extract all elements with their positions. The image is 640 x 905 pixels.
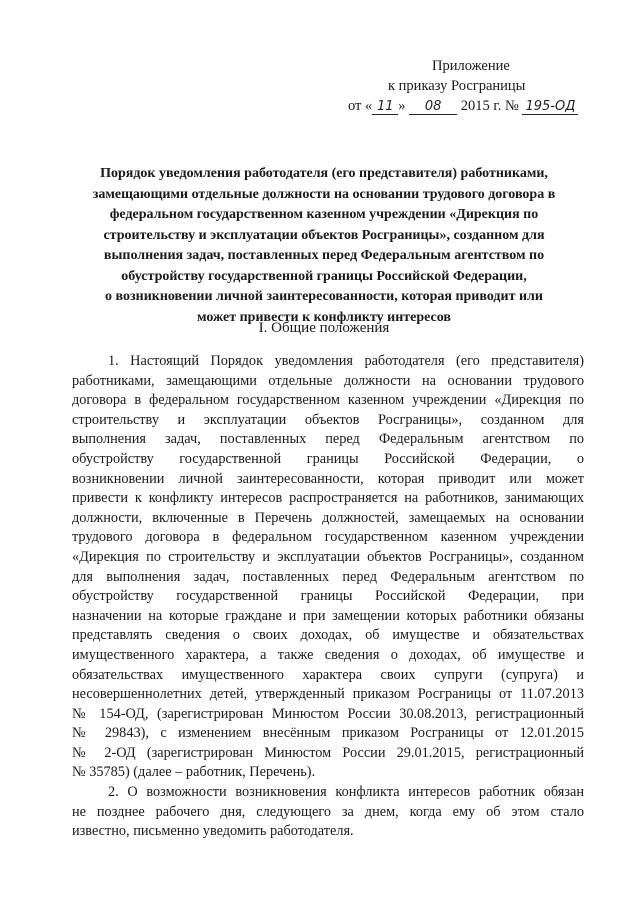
title-line: может привести к конфликту интересов — [197, 309, 451, 325]
title-line: федеральном государственном казенном учреждении «Дирекция по — [109, 207, 539, 222]
paragraph-2 — [72, 783, 584, 842]
text-line: № 154-ОД, (зарегистрирован Минюстом России 30.08.2013, регистрационный — [72, 705, 584, 722]
text-line: известно, письменно уведомить работодателя. — [72, 823, 354, 840]
text-line: договора в федеральном государственном казенном учреждении «Дирекция по — [72, 392, 584, 409]
text-line: привести к конфликту интересов распространяется на работников, занимающих — [72, 490, 584, 507]
section-heading: I. Общие положения — [258, 320, 390, 336]
text-line: работниками, замещающими отдельные должности на основании трудового — [72, 372, 584, 389]
handwritten-month: 08 — [409, 100, 457, 115]
date-mid: » — [398, 98, 406, 114]
appendix-order-ref: к приказу Росграницы — [388, 78, 526, 94]
handwritten-day: 11 — [372, 100, 398, 115]
text-line: 2. О возможности возникновения конфликта интересов работник обязан — [108, 784, 584, 801]
title-line: замещающими отдельные должности на основании трудового договора в — [92, 186, 556, 202]
text-line: несовершеннолетних детей, утвержденный приказом Росграницы от 11.07.2013 — [72, 686, 584, 703]
appendix-label: Приложение — [432, 58, 510, 74]
text-line: возникновении личной заинтересованности, которая приводит или может — [72, 470, 584, 487]
text-line: обустройству государственной границы Российской Федерации, о — [72, 450, 584, 467]
text-line: строительству и эксплуатации объектов Росграницы», созданном для — [72, 411, 584, 428]
appendix-date-line — [348, 96, 588, 116]
text-line: обустройству государственной границы Российской Федерации, при — [72, 588, 584, 605]
text-line: не позднее рабочего дня, следующего за днем, когда ему об этом стало — [72, 803, 584, 820]
title-line: о возникновении личной заинтересованности, которая приводит или — [105, 289, 543, 304]
text-line: представлять сведения о своих доходах, об имуществе и обязательствах — [72, 627, 584, 644]
paragraph-1 — [72, 352, 584, 783]
text-line: имущественного характера, а также сведения о доходах, об имуществе и — [72, 646, 584, 663]
document-body — [72, 352, 584, 842]
text-line: 1. Настоящий Порядок уведомления работодателя (его представителя) — [108, 353, 584, 369]
text-line: № 29843), с изменением внесённым приказом Росграницы от 12.01.2015 — [72, 725, 584, 742]
title-line: обустройству государственной границы Российской Федерации, — [121, 268, 527, 284]
text-line: выполнения задач, поставленных перед Федеральным агентством по — [72, 431, 584, 448]
text-line: «Дирекция по строительству и эксплуатации объектов Росграницы», созданном — [72, 548, 584, 565]
date-prefix: от « — [348, 98, 373, 114]
text-line: трудового договора в федеральном государственном казенном учреждении — [72, 529, 584, 546]
text-line: № 35785) (далее – работник, Перечень). — [72, 764, 316, 781]
document-title — [84, 164, 564, 328]
text-line: должности, включенные в Перечень должностей, замещаемых на основании — [72, 509, 584, 526]
title-line: Порядок уведомления работодателя (его представителя) работниками, — [100, 166, 548, 181]
text-line: № 2-ОД (зарегистрирован Минюстом России 29.01.2015, регистрационный — [72, 744, 584, 761]
handwritten-order-number: 195-ОД — [522, 100, 578, 115]
title-line: выполнения задач, поставленных перед Федеральным агентством по — [103, 248, 545, 263]
text-line: для выполнения задач, поставленных перед Федеральным агентством по — [72, 568, 584, 585]
text-line: назначении на которые граждане и при замещении которых работники обязаны — [72, 607, 584, 624]
text-line: обязательствах имущественного характера своих супруги (супруга) и — [72, 666, 584, 683]
year-text: 2015 г. № — [460, 98, 519, 114]
title-line: строительству и эксплуатации объектов Росграницы», созданном для — [103, 227, 545, 243]
appendix-header — [348, 56, 588, 116]
